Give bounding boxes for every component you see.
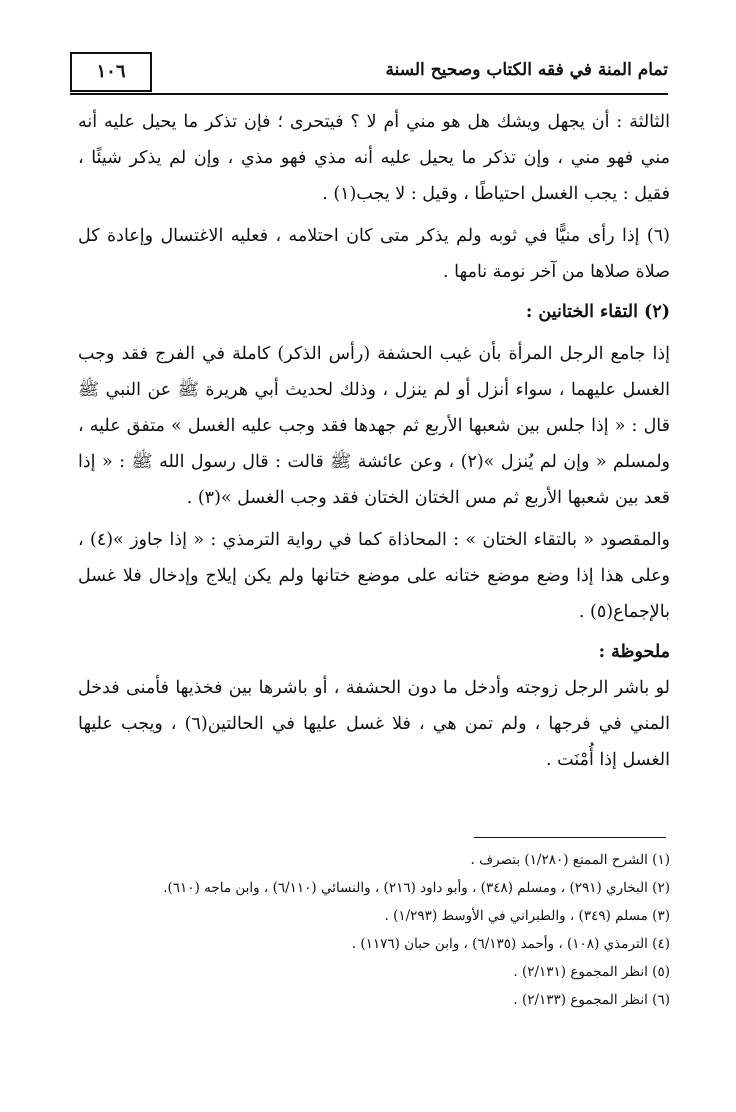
footnotes <box>78 846 670 1014</box>
paragraph-third-case: الثالثة : أن يجهل ويشك هل هو مني أم لا ؟ فيتحرى ؛ فإن تذكر ما يحيل عليه أنه مني فهو مني ، وإن تذكر ما يحيل عليه أنه مذي فهو مذي ، وإن لم يذكر شيئًا ، فقيل : يجب الغسل احتياطًا ، وقيل : لا يجب(١) . <box>78 112 670 204</box>
footnote-3: (٣) مسلم (٣٤٩) ، والطبراني في الأوسط (١/٢٩٣) . <box>384 908 670 924</box>
header-rule <box>70 93 668 95</box>
section-heading: (٢) التقاء الختانين : <box>525 302 670 322</box>
paragraph-note: لو باشر الرجل زوجته وأدخل ما دون الحشفة ، أو باشرها بين فخذيها فأمنى فدخل المني في فرجها ، ولم تمن هي ، فلا غسل عليها في الحالتين(٦) ، ويجب عليها الغسل إذا أُمْنَت . <box>78 678 670 770</box>
footnote-4: (٤) الترمذي (١٠٨) ، وأحمد (٦/١٣٥) ، وابن حبان (١١٧٦) . <box>351 936 670 952</box>
note-heading: ملحوظة : <box>598 642 670 662</box>
paragraph-sixth: (٦) إذا رأى منيًّا في ثوبه ولم يذكر متى كان احتلامه ، فعليه الاغتسال وإعادة كل صلاة صلاها من آخر نومة نامها . <box>78 226 670 282</box>
footnote-2: (٢) البخاري (٢٩١) ، ومسلم (٣٤٨) ، وأبو داود (٢١٦) ، والنسائي (٦/١١٠) ، وابن ماجه (٦١٠). <box>163 880 670 896</box>
running-title: تمام المنة في فقه الكتاب وصحيح السنة <box>385 60 668 80</box>
footnote-rule <box>474 837 666 838</box>
footnote-6: (٦) انظر المجموع (٢/١٣٣) . <box>513 992 670 1008</box>
footnote-5: (٥) انظر المجموع (٢/١٣١) . <box>513 964 670 980</box>
footnote-1: (١) الشرح الممتع (١/٢٨٠) بتصرف . <box>470 852 670 868</box>
page-header <box>70 52 668 96</box>
paragraph-meaning: والمقصود « بالتقاء الختان » : المحاذاة كما في رواية الترمذي : « إذا جاوز »(٤) ، وعلى هذا إذا وضع موضع ختانه على موضع ختانها ولم يكن إيلاج وإدخال فلا غسل بالإجماع(٥) . <box>78 530 670 622</box>
page-number: ١٠٦ <box>70 52 152 92</box>
main-text <box>78 104 670 782</box>
paragraph-intercourse: إذا جامع الرجل المرأة بأن غيب الحشفة (رأس الذكر) كاملة في الفرج فقد وجب الغسل عليهما ، سواء أنزل أو لم ينزل ، وذلك لحديث أبي هريرة ﷺ عن النبي ﷺ قال : « إذا جلس بين شعبها الأربع ثم جهدها فقد وجب عليه الغسل » متفق عليه ، ولمسلم « وإن لم يُنزل »(٢) ، وعن عائشة ﷺ قالت : قال رسول الله ﷺ : « إذا قعد بين شعبها الأربع ثم مس الختان الختان فقد وجب الغسل »(٣) . <box>78 344 671 508</box>
